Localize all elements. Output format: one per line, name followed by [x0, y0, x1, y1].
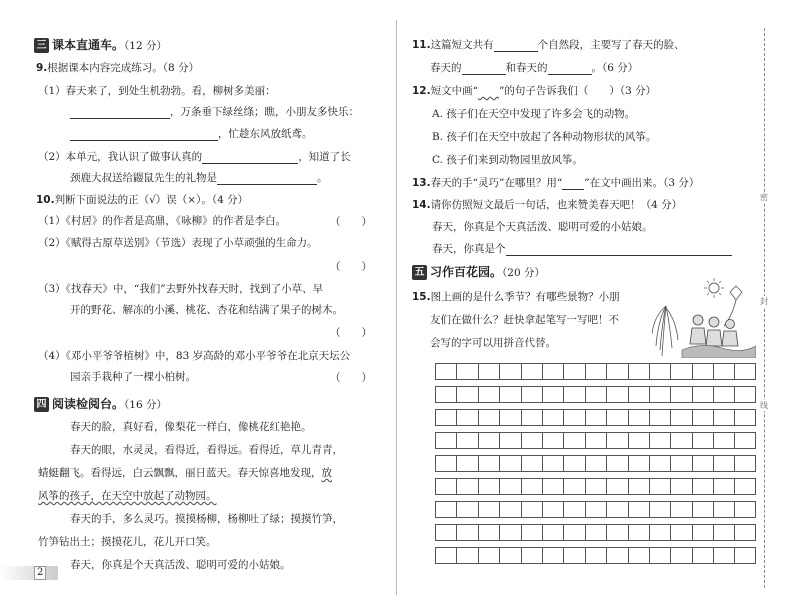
underline-mark	[562, 181, 584, 190]
writing-cell[interactable]	[649, 524, 670, 541]
q12-option[interactable]: A. 孩子们在天空中发现了许多会飞的动物。	[432, 108, 636, 120]
writing-cell[interactable]	[734, 363, 755, 380]
q14-example: 春天，你真是个天真活泼、聪明可爱的小姑娘。	[432, 221, 653, 233]
writing-cell[interactable]	[521, 501, 542, 518]
writing-cell[interactable]	[734, 501, 755, 518]
question-number: 15.	[412, 291, 431, 303]
text: ”的句子告诉我们（ ）（3 分）	[498, 85, 657, 97]
question-15-line3: 会写的字可以用拼音代替。	[430, 337, 556, 349]
section-title: 习作百花园。	[430, 265, 503, 279]
writing-cell[interactable]	[521, 363, 542, 380]
writing-cell[interactable]	[585, 363, 606, 380]
writing-cell[interactable]	[670, 432, 691, 449]
question-text: 图上画的是什么季节？有哪些景物？小朋	[430, 291, 620, 303]
text: 个自然段，主要写了春天的脸、	[537, 39, 685, 51]
section-title: 阅读检阅台。	[52, 397, 125, 411]
writing-cell[interactable]	[606, 363, 627, 380]
writing-cell[interactable]	[521, 455, 542, 472]
question-number: 10.	[36, 194, 55, 206]
writing-cell[interactable]	[628, 478, 649, 495]
text: 这篇短文共有	[430, 39, 494, 51]
section-5-header	[412, 265, 545, 280]
writing-cell[interactable]	[713, 386, 734, 403]
writing-cell[interactable]	[734, 386, 755, 403]
writing-cell[interactable]	[713, 524, 734, 541]
writing-cell[interactable]	[456, 478, 477, 495]
writing-cell[interactable]	[542, 363, 563, 380]
section-badge: 三	[34, 38, 49, 53]
section-badge: 四	[34, 397, 49, 412]
text: 蜻蜓翻飞。看得远，白云飘飘，丽日蓝天。春天惊喜地发现，	[38, 467, 322, 479]
section-score: （16 分）	[124, 399, 167, 411]
writing-cell[interactable]	[585, 455, 606, 472]
writing-cell[interactable]	[478, 409, 499, 426]
writing-cell[interactable]	[649, 455, 670, 472]
writing-cell[interactable]	[456, 386, 477, 403]
writing-cell[interactable]	[692, 386, 713, 403]
writing-cell[interactable]	[456, 524, 477, 541]
writing-cell[interactable]	[585, 501, 606, 518]
q9-1-line: （1）春天来了，到处生机勃勃。看，柳树多美丽：	[38, 85, 276, 97]
q10-item-cont: 园亲手栽种了一棵小柏树。	[70, 371, 196, 383]
writing-cell[interactable]	[713, 409, 734, 426]
writing-cell[interactable]	[456, 363, 477, 380]
writing-cell[interactable]	[521, 432, 542, 449]
writing-cell[interactable]	[563, 432, 584, 449]
writing-cell[interactable]	[542, 501, 563, 518]
section-score: （12 分）	[124, 40, 167, 52]
writing-cell[interactable]	[563, 501, 584, 518]
answer-blank[interactable]	[217, 172, 317, 185]
writing-cell[interactable]	[713, 432, 734, 449]
q9-1-line3	[70, 127, 313, 141]
question-11-line2	[430, 61, 638, 75]
writing-cell[interactable]	[606, 409, 627, 426]
writing-cell[interactable]	[435, 363, 456, 380]
writing-cell[interactable]	[563, 524, 584, 541]
writing-cell[interactable]	[499, 432, 520, 449]
reading-para: 春天的手，多么灵巧。摸摸杨柳，杨柳吐了绿；摸摸竹笋，	[70, 513, 343, 525]
writing-cell[interactable]	[628, 363, 649, 380]
writing-cell[interactable]	[521, 524, 542, 541]
writing-cell[interactable]	[435, 501, 456, 518]
text: ”在文中画出来。（3 分）	[584, 177, 700, 189]
writing-cell[interactable]	[649, 547, 670, 564]
text: 。	[317, 172, 328, 184]
writing-cell[interactable]	[542, 432, 563, 449]
seal-line	[764, 28, 765, 588]
section-badge: 五	[412, 265, 427, 280]
writing-cell[interactable]	[649, 363, 670, 380]
writing-cell[interactable]	[670, 478, 691, 495]
writing-cell[interactable]	[606, 386, 627, 403]
writing-cell[interactable]	[628, 409, 649, 426]
text: 春天的	[430, 62, 462, 74]
writing-cell[interactable]	[456, 455, 477, 472]
writing-cell[interactable]	[478, 455, 499, 472]
reading-para: 春天，你真是个天真活泼、聪明可爱的小姑娘。	[70, 559, 291, 571]
writing-cell[interactable]	[713, 501, 734, 518]
sun-icon	[704, 278, 724, 298]
q14-answer-line	[432, 242, 732, 256]
question-9	[36, 61, 199, 75]
question-number: 14.	[412, 199, 431, 211]
writing-cell[interactable]	[606, 478, 627, 495]
question-10	[36, 193, 248, 207]
reading-para: 竹笋钻出土；摸摸花儿，花儿开口笑。	[38, 536, 217, 548]
kite-icon	[724, 286, 742, 326]
writing-cell[interactable]	[563, 455, 584, 472]
writing-cell[interactable]	[628, 524, 649, 541]
question-number: 11.	[412, 39, 431, 51]
question-number: 12.	[412, 85, 431, 97]
text: 颈鹿大叔送给鼹鼠先生的礼物是	[70, 172, 217, 184]
answer-blank[interactable]	[494, 39, 538, 52]
writing-cell[interactable]	[692, 363, 713, 380]
q10-item: （4）《邓小平爷爷植树》中，83 岁高龄的邓小平爷爷在北京天坛公	[38, 350, 351, 362]
q9-2-line	[38, 150, 351, 164]
writing-cell[interactable]	[670, 455, 691, 472]
q12-option[interactable]: B. 孩子们在天空中放起了各种动物形状的风筝。	[432, 131, 657, 143]
writing-cell[interactable]	[542, 547, 563, 564]
q10-item: （3）《找春天》中，“我们”去野外找春天时，找到了小草、早	[38, 283, 324, 295]
q10-item-cont: 开的野花、解冻的小溪、桃花、杏花和结满了果子的树木。	[70, 304, 343, 316]
writing-cell[interactable]	[435, 455, 456, 472]
answer-blank[interactable]	[506, 243, 732, 256]
seal-label: 封	[757, 296, 771, 307]
answer-blank[interactable]	[70, 106, 170, 119]
writing-cell[interactable]	[628, 501, 649, 518]
writing-cell[interactable]	[670, 363, 691, 380]
writing-cell[interactable]	[478, 547, 499, 564]
writing-cell[interactable]	[478, 432, 499, 449]
writing-cell[interactable]	[521, 409, 542, 426]
writing-cell[interactable]	[670, 409, 691, 426]
writing-cell[interactable]	[649, 478, 670, 495]
text: 春天，你真是个	[432, 243, 506, 255]
writing-cell[interactable]	[606, 547, 627, 564]
writing-cell[interactable]	[542, 524, 563, 541]
writing-cell[interactable]	[670, 386, 691, 403]
answer-blank[interactable]	[70, 128, 218, 141]
writing-cell[interactable]	[734, 432, 755, 449]
writing-cell[interactable]	[499, 501, 520, 518]
writing-cell[interactable]	[585, 432, 606, 449]
text: ，忙趁东风放纸鸢。	[218, 128, 313, 140]
text: 短文中画“	[430, 85, 478, 97]
question-number: 13.	[412, 177, 431, 189]
writing-cell[interactable]	[734, 455, 755, 472]
writing-grid[interactable]	[435, 363, 756, 564]
writing-cell[interactable]	[606, 455, 627, 472]
question-11	[412, 38, 685, 52]
writing-cell[interactable]	[670, 547, 691, 564]
question-13	[412, 176, 699, 190]
ground	[682, 345, 756, 358]
writing-cell[interactable]	[692, 409, 713, 426]
writing-cell[interactable]	[435, 409, 456, 426]
writing-cell[interactable]	[692, 432, 713, 449]
writing-cell[interactable]	[606, 501, 627, 518]
column-divider	[396, 20, 397, 595]
reading-para: 春天的眼，水灵灵，看得近，看得远。看得近，草儿青青，	[70, 444, 343, 456]
writing-cell[interactable]	[734, 547, 755, 564]
writing-cell[interactable]	[692, 501, 713, 518]
question-15	[412, 290, 620, 304]
writing-cell[interactable]	[478, 386, 499, 403]
writing-cell[interactable]	[499, 524, 520, 541]
writing-cell[interactable]	[563, 363, 584, 380]
writing-cell[interactable]	[456, 501, 477, 518]
writing-cell[interactable]	[435, 386, 456, 403]
writing-cell[interactable]	[649, 501, 670, 518]
writing-cell[interactable]	[521, 478, 542, 495]
writing-cell[interactable]	[606, 524, 627, 541]
text: ，万条垂下绿丝绦；瞧，小朋友多快乐：	[170, 106, 359, 118]
writing-cell[interactable]	[478, 478, 499, 495]
writing-cell[interactable]	[628, 386, 649, 403]
writing-cell[interactable]	[456, 432, 477, 449]
section-4-header	[34, 397, 167, 412]
writing-cell[interactable]	[628, 455, 649, 472]
writing-cell[interactable]	[435, 524, 456, 541]
writing-cell[interactable]	[499, 547, 520, 564]
writing-cell[interactable]	[435, 478, 456, 495]
q12-option[interactable]: C. 孩子们来到动物园里放风筝。	[432, 154, 583, 166]
writing-cell[interactable]	[713, 547, 734, 564]
writing-cell[interactable]	[713, 455, 734, 472]
writing-cell[interactable]	[563, 547, 584, 564]
q9-2-line2	[70, 171, 328, 185]
writing-cell[interactable]	[478, 501, 499, 518]
q10-item: （1）《村居》的作者是高鼎，《咏柳》的作者是李白。	[38, 215, 287, 227]
writing-cell[interactable]	[734, 478, 755, 495]
writing-cell[interactable]	[435, 432, 456, 449]
writing-cell[interactable]	[670, 501, 691, 518]
writing-cell[interactable]	[563, 478, 584, 495]
writing-cell[interactable]	[585, 478, 606, 495]
question-15-line2: 友们在做什么？赶快拿起笔写一写吧！不	[430, 314, 619, 326]
writing-cell[interactable]	[499, 455, 520, 472]
writing-cell[interactable]	[692, 455, 713, 472]
writing-cell[interactable]	[456, 547, 477, 564]
writing-cell[interactable]	[521, 386, 542, 403]
wavy-underlined-text: 放	[321, 467, 332, 479]
section-title: 课本直通车。	[52, 38, 125, 52]
writing-cell[interactable]	[435, 547, 456, 564]
willow-tree-icon	[652, 306, 678, 356]
wavy-underlined-text: 风筝的孩子，在天空中放起了动物园。	[38, 490, 217, 502]
writing-cell[interactable]	[585, 524, 606, 541]
writing-cell[interactable]	[649, 409, 670, 426]
writing-cell[interactable]	[585, 409, 606, 426]
writing-cell[interactable]	[563, 386, 584, 403]
writing-cell[interactable]	[585, 386, 606, 403]
question-text: 判断下面说法的正（√）误（×）。（4 分）	[54, 194, 249, 206]
question-number: 9.	[36, 62, 48, 74]
writing-cell[interactable]	[585, 547, 606, 564]
reading-para	[38, 489, 217, 503]
answer-paren[interactable]: （ ）	[330, 372, 372, 384]
writing-cell[interactable]	[670, 524, 691, 541]
question-text: 请你仿照短文最后一句话，也来赞美春天吧！（4 分）	[430, 199, 683, 211]
writing-cell[interactable]	[499, 363, 520, 380]
writing-cell[interactable]	[692, 547, 713, 564]
writing-cell[interactable]	[649, 386, 670, 403]
text: 和春天的	[505, 62, 548, 74]
writing-cell[interactable]	[713, 363, 734, 380]
text: （2）本单元，我认识了做事认真的	[38, 151, 203, 163]
question-12	[412, 84, 656, 98]
answer-paren[interactable]: （ ）	[330, 261, 372, 273]
seal-label: 线	[757, 400, 771, 411]
writing-cell[interactable]	[478, 524, 499, 541]
page-number-bar	[0, 566, 58, 580]
writing-cell[interactable]	[478, 363, 499, 380]
question-14	[412, 198, 682, 212]
writing-cell[interactable]	[499, 409, 520, 426]
reading-para: 春天的脸，真好看，像梨花一样白，像桃花红艳艳。	[70, 421, 312, 433]
text: ，知道了长	[298, 151, 351, 163]
writing-cell[interactable]	[456, 409, 477, 426]
writing-cell[interactable]	[542, 455, 563, 472]
q9-1-line2	[70, 105, 359, 119]
text: 春天的手“灵巧”在哪里？用“	[430, 177, 563, 189]
reading-para	[38, 466, 332, 480]
writing-cell[interactable]	[692, 524, 713, 541]
writing-cell[interactable]	[628, 432, 649, 449]
spring-illustration	[652, 276, 756, 358]
writing-cell[interactable]	[692, 478, 713, 495]
writing-cell[interactable]	[542, 409, 563, 426]
q10-item: （2）《赋得古原草送别》（节选）表现了小草顽强的生命力。	[38, 237, 318, 249]
writing-cell[interactable]	[499, 386, 520, 403]
children-icon	[690, 315, 738, 346]
answer-paren[interactable]: （ ）	[330, 327, 372, 339]
answer-blank[interactable]	[202, 151, 298, 164]
section-score: （20 分）	[502, 267, 545, 279]
writing-cell[interactable]	[499, 478, 520, 495]
writing-cell[interactable]	[563, 409, 584, 426]
writing-cell[interactable]	[606, 432, 627, 449]
writing-cell[interactable]	[521, 547, 542, 564]
answer-blank[interactable]	[462, 62, 506, 75]
writing-cell[interactable]	[628, 547, 649, 564]
answer-blank[interactable]	[548, 62, 592, 75]
seal-label: 密	[757, 192, 771, 203]
page-number: 2	[34, 566, 46, 580]
wavy-mark	[478, 85, 499, 97]
writing-cell[interactable]	[713, 478, 734, 495]
section-3-header	[34, 38, 167, 53]
writing-cell[interactable]	[542, 386, 563, 403]
writing-cell[interactable]	[649, 432, 670, 449]
text: 。（6 分）	[591, 62, 639, 74]
writing-cell[interactable]	[542, 478, 563, 495]
question-text: 根据课本内容完成练习。（8 分）	[47, 62, 200, 74]
writing-cell[interactable]	[734, 524, 755, 541]
writing-cell[interactable]	[734, 409, 755, 426]
answer-paren[interactable]: （ ）	[330, 216, 372, 228]
